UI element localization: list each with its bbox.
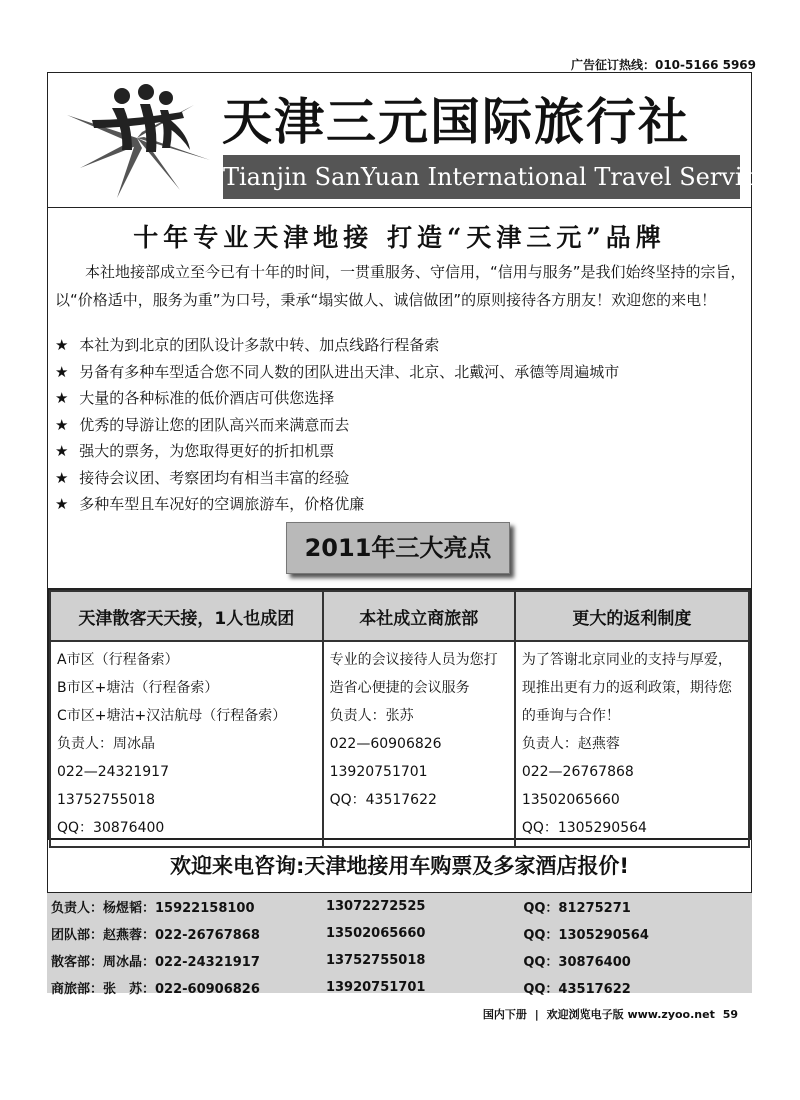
welcome-banner: 欢迎来电咨询:天津地接用车购票及多家酒店报价! [170,854,629,878]
feature-list [55,332,619,518]
contact-name-phone: 负责人：杨煜韬：15922158100 [51,901,255,916]
contact-row [47,974,752,1001]
header-divider [47,207,752,208]
footer-tagline: 欢迎浏览电子版 www.zyoo.net [546,1008,715,1021]
table-line: 13502065660 [521,792,620,808]
footer-separator: | [534,1008,539,1021]
contact-name-phone: 团队部：赵燕蓉：022-26767868 [51,928,260,943]
feature-item: ★ 强大的票务，为您取得更好的折扣机票 [55,438,619,465]
column-header-business-travel: 本社成立商旅部 [323,591,515,641]
highlights-banner [286,522,510,574]
contact-qq: QQ：30876400 [523,955,631,970]
table-line: 负责人：张苏 [329,708,414,724]
column-header-walk-in-tours: 天津散客天天接，1人也成团 [50,591,323,641]
contact-qq: QQ：81275271 [523,901,631,916]
highlights-table [47,588,752,840]
contact-qq: QQ：1305290564 [523,928,649,943]
table-line: B市区+塘沽（行程备索） [57,680,219,696]
contact-mobile: 13072272525 [325,899,426,914]
feature-item: ★ 接待会议团、考察团均有相当丰富的经验 [55,465,619,492]
intro-paragraph [55,258,747,314]
agency-name-english: Tianjin SanYuan International Travel Service [223,155,740,199]
table-line: QQ：43517622 [329,792,437,808]
rebate-policy-cell [515,641,749,847]
page-number: 59 [722,1008,738,1021]
table-line: 负责人：周冰晶 [57,736,155,752]
walk-in-tours-cell [50,641,323,847]
table-line: 022—26767868 [521,764,634,780]
ad-hotline: 广告征订热线：010-5166 5969 [570,58,756,72]
table-line: 13752755018 [57,792,155,808]
slogan: 十年专业天津地接 打造“天津三元”品牌 [133,223,666,252]
feature-item: ★ 多种车型且车况好的空调旅游车，价格优廉 [55,491,619,518]
feature-item: ★ 本社为到北京的团队设计多款中转、加点线路行程备索 [55,332,619,359]
intro-text: 本社地接部成立至今已有十年的时间，一贯重服务、守信用，“信用与服务”是我们始终坚持的宗旨，以“价格适中，服务为重”为口号，秉承“塌实做人、诚信做团”的原则接待各方朋友！欢迎您的来电！ [55,263,746,309]
contact-mobile: 13502065660 [325,926,426,941]
highlights-title: 2011年三大亮点 [304,534,492,562]
contact-row [47,920,752,947]
business-travel-cell [323,641,515,847]
table-line: QQ：1305290564 [521,820,647,836]
table-line: 为了答谢北京同业的支持与厚爱，现推出更有力的返利政策，期待您的垂询与合作！ [521,652,732,724]
footer-section: 国内下册 [482,1008,527,1021]
dancing-people-logo-icon [62,80,212,200]
page-footer [479,1006,738,1022]
contact-name-phone: 散客部：周冰晶：022-24321917 [51,955,260,970]
contact-name-phone: 商旅部：张 苏：022-60906826 [51,982,260,997]
contact-qq: QQ：43517622 [523,982,631,997]
table-line: C市区+塘沽+汉沽航母（行程备索） [57,708,287,724]
contact-row [47,947,752,974]
contact-row [47,893,752,920]
table-line: 022—60906826 [329,736,442,752]
contacts-table [47,892,752,997]
table-line: 022—24321917 [57,764,169,780]
table-line: 负责人：赵燕蓉 [521,736,620,752]
table-line: 专业的会议接待人员为您打造省心便捷的会议服务 [329,652,498,696]
table-line: A市区（行程备索） [57,652,179,668]
contact-mobile: 13752755018 [325,953,426,968]
table-line: 13920751701 [329,764,428,780]
contact-mobile: 13920751701 [325,980,426,995]
agency-name-chinese: 天津三元国际旅行社 [222,93,690,151]
feature-item: ★ 大量的各种标准的低价酒店可供您选择 [55,385,619,412]
column-header-rebate-policy: 更大的返利制度 [515,591,749,641]
feature-item: ★ 另备有多种车型适合您不同人数的团队进出天津、北京、北戴河、承德等周遍城市 [55,359,619,386]
feature-item: ★ 优秀的导游让您的团队高兴而来满意而去 [55,412,619,439]
table-line: QQ：30876400 [57,820,165,836]
